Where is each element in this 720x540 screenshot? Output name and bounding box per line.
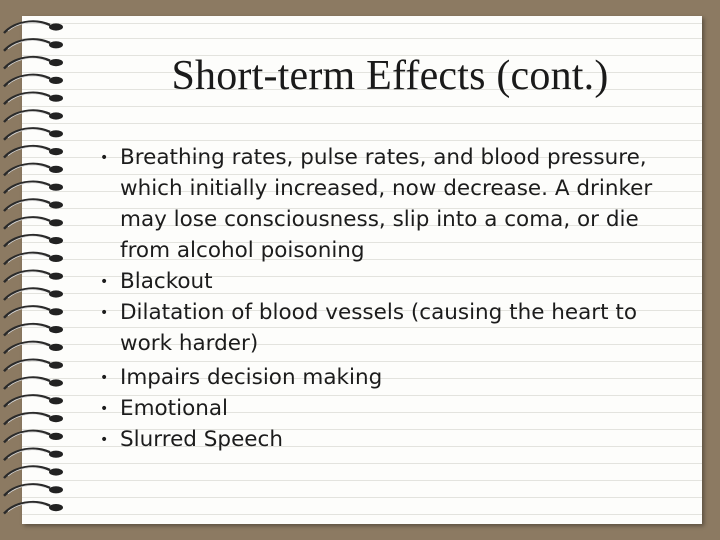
spiral-ring-highlight [8,450,46,458]
spiral-ring-highlight [8,183,46,191]
bullet-list [100,142,675,455]
binding-hole [49,255,63,262]
spiral-ring-highlight [8,361,46,369]
spiral-ring-highlight [8,94,46,102]
spiral-ring-highlight [8,76,46,84]
spiral-ring-highlight [8,414,46,422]
bullet-item: • Slurred Speech [100,424,675,455]
binding-hole [49,184,63,191]
binding-hole [49,451,63,458]
binding-hole [49,415,63,422]
spiral-ring-highlight [8,503,46,511]
binding-hole [49,112,63,119]
binding-hole [49,23,63,30]
binding-hole [49,486,63,493]
binding-hole [49,379,63,386]
binding-hole [49,290,63,297]
spiral-ring-highlight [8,254,46,262]
binding-hole [49,41,63,48]
binding-hole [49,273,63,280]
spiral-ring-highlight [8,129,46,137]
spiral-ring-highlight [8,290,46,298]
spiral-ring-highlight [8,343,46,351]
bullet-item: • Impairs decision making [100,362,675,393]
spiral-ring-highlight [8,307,46,315]
spiral-ring-highlight [8,485,46,493]
binding-hole [49,148,63,155]
spiral-ring-highlight [8,147,46,155]
bullet-item: • Breathing rates, pulse rates, and blood pressure, which initially increased, now decrease. A drinker may lose consciousness, slip into a coma, or die from alcohol poisoning [100,142,675,266]
spiral-ring-highlight [8,201,46,209]
binding-hole [49,362,63,369]
spiral-binding-icon [0,16,80,524]
spiral-ring-highlight [8,23,46,31]
spiral-ring-highlight [8,272,46,280]
binding-hole [49,397,63,404]
bullet-item: • Emotional [100,393,675,424]
spiral-ring-highlight [8,112,46,120]
spiral-ring-highlight [8,396,46,404]
spiral-ring-highlight [8,236,46,244]
binding-hole [49,344,63,351]
spiral-ring-highlight [8,58,46,66]
binding-hole [49,308,63,315]
binding-hole [49,59,63,66]
binding-hole [49,326,63,333]
spiral-ring-highlight [8,218,46,226]
binding-hole [49,219,63,226]
binding-hole [49,77,63,84]
spiral-ring-highlight [8,379,46,387]
binding-hole [49,504,63,511]
spiral-ring-highlight [8,432,46,440]
binding-hole [49,433,63,440]
spiral-ring-highlight [8,468,46,476]
binding-hole [49,201,63,208]
binding-hole [49,166,63,173]
bullet-item: • Dilatation of blood vessels (causing the heart to work harder) [100,297,675,359]
binding-hole [49,237,63,244]
slide-title: Short-term Effects (cont.) [171,53,609,99]
spiral-ring-highlight [8,40,46,48]
bullet-item: • Blackout [100,266,675,297]
spiral-ring-highlight [8,325,46,333]
spiral-ring-highlight [8,165,46,173]
binding-hole [49,468,63,475]
binding-hole [49,95,63,102]
binding-hole [49,130,63,137]
